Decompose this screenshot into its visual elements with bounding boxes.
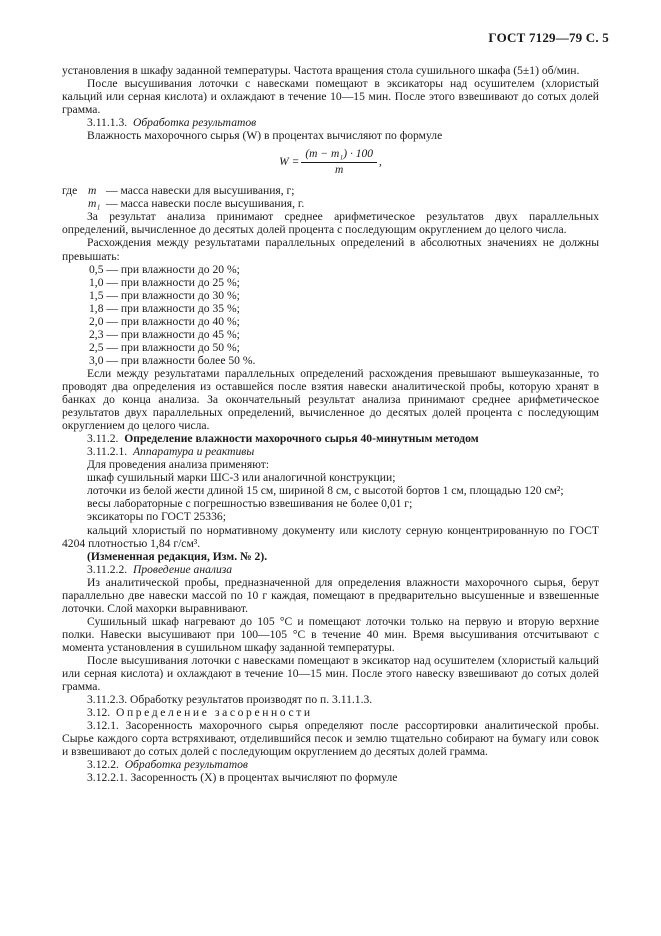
where-text: — масса навески для высушивания, г;: [106, 184, 295, 198]
paragraph: весы лабораторные с погрешностью взвешивания не более 0,01 г;: [87, 497, 413, 511]
formula-fraction: [301, 148, 377, 177]
where-lead: где: [62, 184, 78, 198]
formula-tail: ,: [379, 155, 382, 168]
section-title: Обработка результатов: [124, 758, 248, 772]
paragraph: Расхождения между результатами параллельных определений в абсолютных значениях не должны превышать:: [62, 236, 599, 263]
amendment-note: (Измененная редакция, Изм. № 2).: [87, 549, 268, 563]
list-item: 3,0 — при влажности более 50 %.: [89, 353, 256, 367]
paragraph: эксикаторы по ГОСТ 25336;: [87, 510, 226, 524]
page-content: [62, 64, 599, 784]
section-number: 3.12.: [87, 706, 111, 720]
section-title: Обработка результатов: [132, 116, 257, 130]
list-item: 1,0 — при влажности до 25 %;: [89, 275, 240, 289]
section-number: 3.12.2.: [87, 758, 119, 772]
section-number: 3.11.1.3.: [87, 116, 128, 130]
paragraph: лоточки из белой жести длиной 15 см, шириной 8 см, с высотой бортов 1 см, площадью 120 см²;: [87, 484, 564, 498]
section-heading: [62, 432, 599, 445]
where-text: — масса навески после высушивания, г.: [106, 197, 305, 211]
section-number: 3.11.2.1.: [87, 445, 128, 459]
section-title: Определение засоренности: [115, 706, 313, 720]
list-item: 1,8 — при влажности до 35 %;: [89, 301, 240, 315]
paragraph: После высушивания лоточки с навесками помещают в эксикатор над осушителем (хлористый кальций или серная кислота) и охлаждают в течение 10—15 мин. После этого навеску взвешивают до сотых долей грамма.: [62, 653, 599, 694]
paragraph: Для проведения анализа применяют:: [87, 458, 270, 472]
where-line: [62, 197, 599, 210]
moisture-formula: [62, 145, 599, 179]
section-title: Аппаратура и реактивы: [132, 445, 255, 459]
list-item: 2,5 — при влажности до 50 %;: [89, 340, 240, 354]
paragraph: Если между результатами параллельных определений расхождения превышают вышеуказанные, то проводят два определения из оставшейся после взятия навески аналитической пробы, которую хранят в банках до конца анализа. За окончательный результат анализа принимают среднее арифметическое результатов двух параллельных определений, вычисленное до десятых долей процента с последующим округлением до целого числа.: [62, 366, 599, 433]
section-number: 3.11.2.: [87, 432, 119, 446]
paragraph: После высушивания лоточки с навесками помещают в эксикаторы над осушителем (хлористый кальций или серная кислота) и охлаждают в течение 10—15 мин. После этого взвешивают до сотых долей грамма.: [62, 77, 599, 117]
list-item: 2,3 — при влажности до 45 %;: [89, 327, 240, 341]
formula-numerator: (m − m₁) · 100: [301, 148, 377, 163]
formula-denominator: m: [335, 163, 344, 176]
paragraph: шкаф сушильный марки ШС-3 или аналогичной конструкции;: [87, 471, 396, 485]
tolerance-list: [62, 263, 599, 367]
section-heading: [62, 706, 599, 719]
paragraph: Из аналитической пробы, предназначенной для определения влажности махорочного сырья, берут параллельно две навески массой по 10 г каждая, помещают в предварительно высушенные и взвешенные лоточки. Слой махорки выравнивают.: [62, 575, 599, 615]
where-symbol: m₁: [88, 197, 101, 211]
formula-lhs: W =: [279, 155, 300, 168]
paragraph: 3.12.1. Засоренность махорочного сырья определяют после рассортировки аналитической пробы. Сырье каждого сорта встряхивают, отделившийся песок и землю тщательно собирают на бумагу или совок и взвешивают до сотых долей с последующим округлением до десятых долей грамма.: [62, 719, 599, 759]
section-title: Определение влажности махорочного сырья 40-минутным методом: [124, 432, 479, 446]
paragraph: кальций хлористый по нормативному документу или кислоту серную концентрированную по ГОСТ 4204 плотностью 1,84 г/см³.: [62, 523, 599, 550]
paragraph: Влажность махорочного сырья (W) в процентах вычисляют по формуле: [87, 129, 443, 143]
paragraph: 3.11.2.3. Обработку результатов производят по п. 3.11.1.3.: [87, 693, 373, 707]
list-item: 1,5 — при влажности до 30 %;: [89, 288, 240, 302]
page-header: ГОСТ 7129—79 С. 5: [488, 30, 609, 45]
section-heading: [62, 116, 599, 129]
list-item: 0,5 — при влажности до 20 %;: [89, 262, 240, 276]
paragraph: За результат анализа принимают среднее арифметическое результатов двух параллельных определений, вычисленное до десятых долей процента с последующим округлением до целого числа.: [62, 210, 599, 237]
section-heading: [62, 445, 599, 458]
where-lead: [62, 197, 88, 210]
where-symbol: m: [88, 184, 97, 198]
paragraph: 3.12.2.1. Засоренность (X) в процентах вычисляют по формуле: [87, 771, 398, 785]
paragraph: Сушильный шкаф нагревают до 105 °С и помещают лоточки только на первую и вторую верхние полки. Навески высушивают при 100—105 °С в течение 40 мин. Время высушивания отсчитывают с момента установления в сушильном шкафу заданной температуры.: [62, 614, 599, 654]
list-item: 2,0 — при влажности до 40 %;: [89, 314, 240, 328]
section-title: Проведение анализа: [132, 562, 233, 576]
section-heading: [62, 563, 599, 576]
section-heading: [62, 758, 599, 771]
where-line: [62, 184, 599, 197]
paragraph: установления в шкафу заданной температуры. Частота вращения стола сушильного шкафа (5±1) об/мин.: [62, 64, 580, 77]
section-number: 3.11.2.2.: [87, 562, 128, 576]
